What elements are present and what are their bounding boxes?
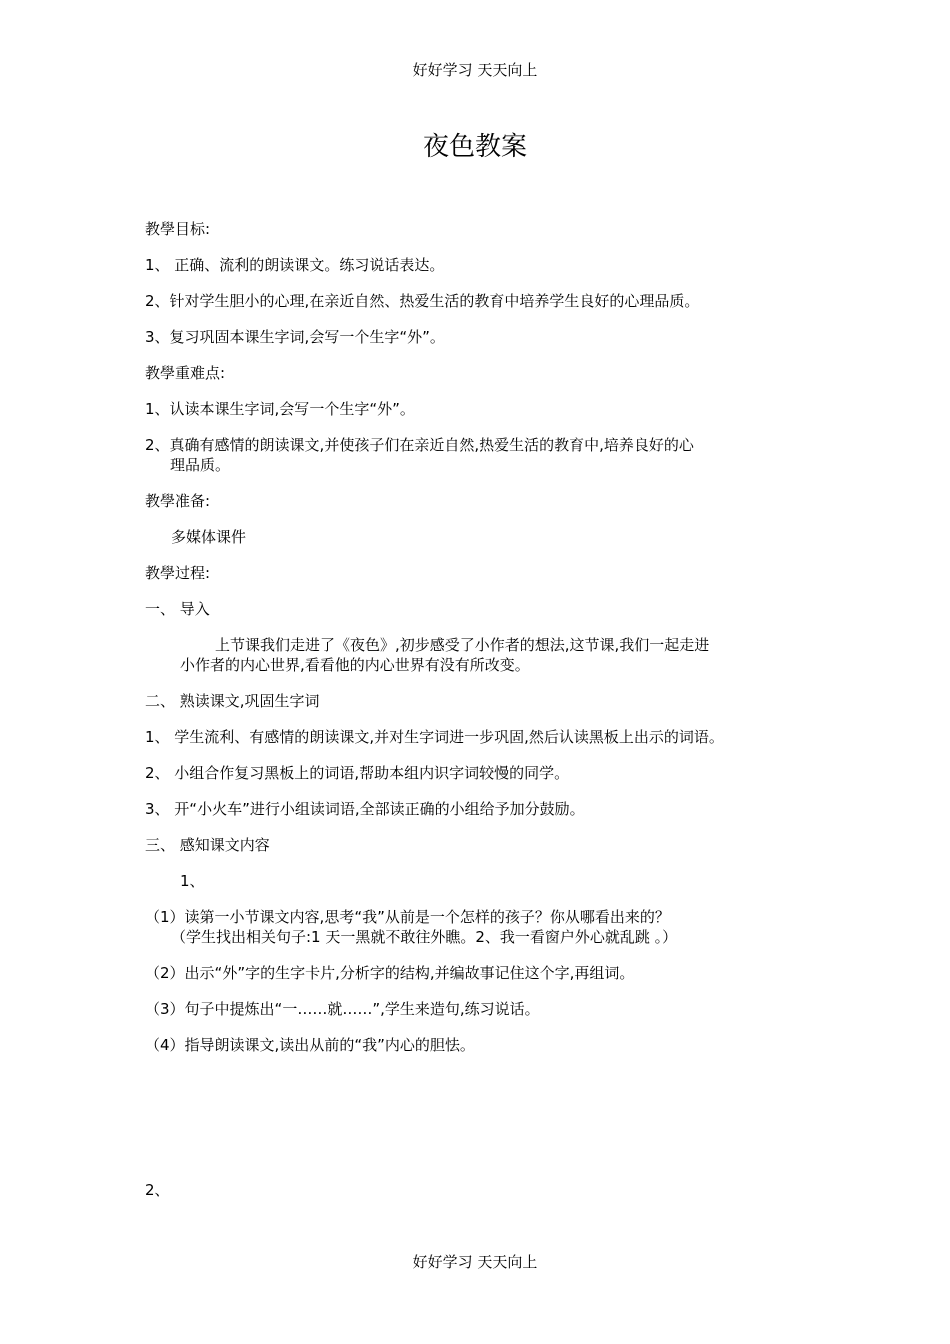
subsection-number: 1、: [180, 872, 205, 890]
goal-item: 3、复习巩固本课生字词,会写一个生字“外”。: [145, 328, 445, 346]
section-heading: 一、 导入: [145, 600, 210, 618]
list-item: 3、 开“小火车”进行小组读词语,全部读正确的小组给予加分鼓励。: [145, 800, 585, 818]
prep-content: 多媒体课件: [171, 528, 247, 546]
subsection-number: 2、: [145, 1181, 170, 1199]
question-item: （2）出示“外”字的生字卡片,分析字的结构,并编故事记住这个字,再组词。: [145, 964, 635, 982]
question-item-continued: （学生找出相关句子:1 天一黑就不敢往外瞧。2、我一看窗户外心就乱跳 。）: [171, 928, 678, 946]
page-title: 夜色教案: [422, 132, 527, 162]
intro-text-line: 上节课我们走进了《夜色》,初步感受了小作者的想法,这节课,我们一起走进: [215, 636, 710, 654]
question-item: （4）指导朗读课文,读出从前的“我”内心的胆怯。: [145, 1036, 475, 1054]
goal-item: 1、 正确、流利的朗读课文。练习说话表达。: [145, 256, 445, 274]
goal-item: 2、针对学生胆小的心理,在亲近自然、热爱生活的教育中培养学生良好的心理品质。: [145, 292, 700, 310]
difficulty-item: 2、真确有感情的朗读课文,并使孩子们在亲近自然,热爱生活的教育中,培养良好的心: [145, 436, 694, 454]
goals-heading: 教學目标:: [145, 220, 211, 238]
page-footer: 好好学习 天天向上: [412, 1253, 538, 1271]
difficulty-item-continued: 理品质。: [170, 456, 231, 474]
section-heading: 三、 感知课文内容: [145, 836, 270, 854]
prep-heading: 教學准备:: [145, 492, 211, 510]
question-item: （3）句子中提炼出“一……就……”,学生来造句,练习说话。: [145, 1000, 540, 1018]
process-heading: 教學过程:: [145, 564, 211, 582]
page-header: 好好学习 天天向上: [412, 61, 538, 79]
difficulties-heading: 教學重难点:: [145, 364, 226, 382]
list-item: 1、 学生流利、有感情的朗读课文,并对生字词进一步巩固,然后认读黑板上出示的词语。: [145, 728, 724, 746]
list-item: 2、 小组合作复习黑板上的词语,帮助本组内识字词较慢的同学。: [145, 764, 570, 782]
section-heading: 二、 熟读课文,巩固生字词: [145, 692, 320, 710]
intro-text-line: 小作者的内心世界,看看他的内心世界有没有所改变。: [180, 656, 530, 674]
difficulty-item: 1、认读本课生字词,会写一个生字“外”。: [145, 400, 415, 418]
question-item: （1）读第一小节课文内容,思考“我”从前是一个怎样的孩子？你从哪看出来的？: [145, 908, 670, 926]
